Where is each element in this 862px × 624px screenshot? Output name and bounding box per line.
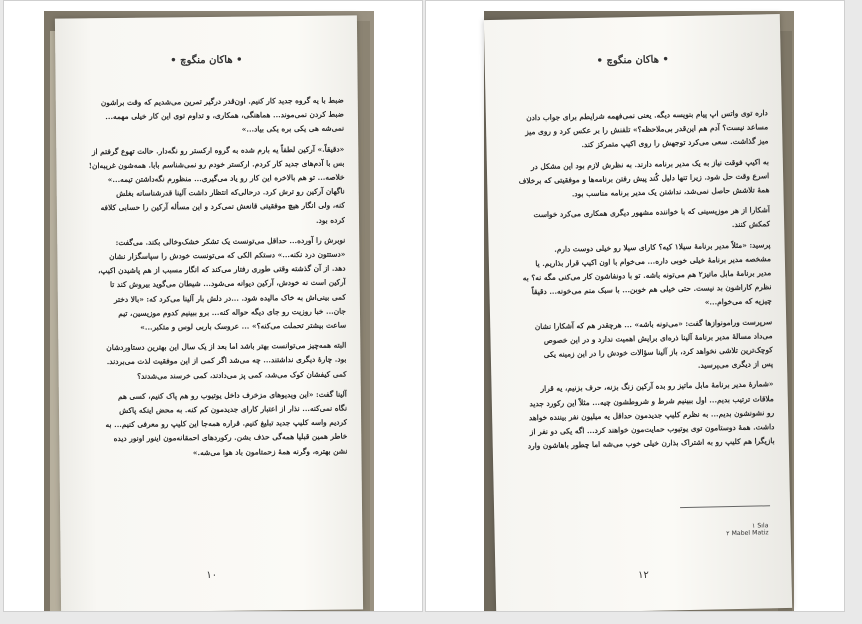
text-line: همهٔ تلاشش حاصل نمی‌شد، نداشتن یک مدیر برنامه مناسب بود. <box>571 185 770 199</box>
text-line: ضبط کردن نمی‌موند... هماهنگی، همکاری، و تداوم توی این کار خیلی مهمه... <box>105 109 344 122</box>
paragraph <box>77 387 348 461</box>
text-line: ناگهان آرکین رو ترش کرد. درحالی‌که انتظار داشت آلینا قدرشناسانه بغلش <box>116 186 345 199</box>
text-line: بود. چارهٔ دیگری نداشتند... چه می‌شد اگر کمی از این موفقیت لذت می‌بردند. <box>106 355 347 367</box>
text-line: کمی کیفشان کوک می‌شد، کمی پز می‌دادند، کمی خرسند می‌شدند؟ <box>137 369 347 381</box>
text-line: کمی بینی‌اش به خاک مالیده شود. ...در دلش بار آلینا می‌کرد که: «بالا دختر <box>113 292 346 304</box>
text-line: می‌داد مسالهٔ مدیر برنامهٔ آلینا ذره‌ای برایش اهمیت ندارد و در این خصوص <box>543 331 773 345</box>
text-line: مشخصه مدیر برنامهٔ خیلی خوبی داره... می‌خوام با اون اکیپ قرار بذاریم. یا <box>535 254 771 268</box>
text-line: ملاقات ترتیب بدیم... اول ببینیم شرط و شروطشون چیه... مثلاً این رکورد جدید <box>529 393 774 408</box>
text-line: چیزیه که می‌خوام...» <box>704 296 772 308</box>
text-line: نوبرش را آورده... حداقل می‌تونست یک تشکر خشک‌وخالی بکند. می‌گفت: <box>115 235 346 247</box>
text-line: جان... خبا روزیت رو جای دیگه حواله کنه... برو ببینیم کدوم موزیسین، تیم <box>118 306 347 318</box>
text-line: «دقیقاً.» آرکین لطفاً یه بارم شده به گروه ارکستر رو نگه‌دار. حالت تهوع گرفتم از <box>91 144 345 156</box>
text-line: کنه، ولی انگار هیچ موفقیتی قانعش نمی‌کرد و این مسأله آرکین را حسابی کلافه <box>100 200 345 213</box>
text-line: «شمارهٔ مدیر برنامهٔ مابل ماتیز رو بده آرکین زنگ بزنه، حرف بزنیم، یه قرار <box>540 379 774 394</box>
paragraph <box>74 142 345 230</box>
left-photo-frame <box>3 0 423 612</box>
paragraph <box>509 378 774 455</box>
text-line: داره توی واتس اپ پیام بنویسه دیگه. یعنی نمی‌فهمه شرایطم برای جواب دادن <box>526 108 768 123</box>
footnotes <box>726 522 769 537</box>
text-line: نگاه نمی‌کنه... نذار از اعتبار کارای جدیدمون کم کنه. به محض اینکه پاکش <box>119 403 348 416</box>
text-line: کردیم واسه کلیپ جدید تبلیغ کنیم. قراره همه‌جا این کلیپ رو معرفی کنیم... به <box>105 417 348 430</box>
text-line: کمکش کنند. <box>731 219 771 230</box>
text-line: آشکارا از هر موزیسینی که با خواننده مشهور دیگری همکاری می‌کرد خواست <box>533 205 770 220</box>
paragraph <box>508 315 773 377</box>
page-number: ۱۲ <box>637 569 649 582</box>
paragraph <box>76 339 346 384</box>
text-line: ساعت بیشتر تحملت می‌کنه؟» ... عروسک باربی لوس و متکبر...» <box>140 320 347 332</box>
paragraph <box>504 106 769 154</box>
footnote: ۲ Mabel Matiz <box>726 529 769 538</box>
text-line: مدیر برنامهٔ مابل ماتیز۲ هم می‌تونه باشه. تو با دونفاشون کار می‌کنی مگه نه؟ به <box>522 268 772 283</box>
text-line: رو نشونشون بدیم... به نظرم کلیپ جدیدمون حداقل یه میلیون نفر بیننده خواهد <box>528 408 775 423</box>
page-number: ۱۰ <box>206 569 218 582</box>
text-line: نظرم کاراشون بد نیست. حتی خیلی هم خوبن... با سبک منم می‌خونه... دقیقاً <box>531 282 772 297</box>
text-line: دهد. از آن گذشته وقتی طوری رفتار می‌کند که انگار مسبب از هم پاشیدن اکیپ، <box>98 263 346 276</box>
text-line: البته همه‌چیز می‌توانست بهتر باشد اما بعد از یک سال این بهترین دستاوردشان <box>106 340 347 353</box>
page-header: • هاکان منگوچ • <box>170 54 243 67</box>
text-line: خلاصه... تو هم بالاخره این کار رو یاد می‌گیری... منظورم نگه‌داشتن تیمه...» <box>107 172 345 185</box>
right-photo-frame <box>425 0 845 612</box>
text-line: نشن بهتره، وگرنه همهٔ زحمتامون باد هوا می‌شه.» <box>192 446 348 457</box>
text-line: بس با آدم‌های جدید کار کردم. ارکستر خودم رو نمی‌شناسم بابا. همه‌شون غریبه‌ان! <box>88 158 345 171</box>
paragraph <box>506 203 771 237</box>
paragraph <box>74 94 344 139</box>
text-line: سرپرست ورامونوازها گفت: «می‌تونه باشه» ... هرچقدر هم که آشکارا نشان <box>534 316 773 331</box>
text-line: نمی‌شه هی یکی بره یکی بیاد...» <box>241 123 345 135</box>
paragraph <box>506 238 771 315</box>
text-line: پس از دیگری می‌پرسید. <box>697 359 774 371</box>
text-line: پرسید: «مثلاً مدیر برنامهٔ سیلا۱ کیه؟ کارای سیلا رو خیلی دوست دارم. <box>554 239 771 254</box>
book-page-left <box>55 15 363 612</box>
text-line: خاطر همین قبلیا همه‌گی حذف بشن. رکوردهای احمقانه‌مون اینور اونور دیده <box>113 432 348 444</box>
footnote-divider <box>680 505 770 508</box>
text-line: آرکین است نه خودش، آرکین دیوانه می‌شود... شیطان می‌گوید بیروش کند تا <box>109 278 346 290</box>
text-line: «دستتون درد نکنه...» دستکم الکی که می‌تونست خودش را سپاسگزار نشان <box>109 249 346 262</box>
page-body-text <box>74 94 348 468</box>
text-line: اسرع وقت حل شود. زیرا تنها دلیل کُند پیش رفتن برنامه‌ها و موفقیتی که برخلاف <box>518 171 770 186</box>
text-line: مساعد نیست؟ آدم هم این‌قدر بی‌ملاحظه؟» تلفنش را بر عکس کرد و روی میز <box>525 122 769 137</box>
paragraph <box>75 233 346 335</box>
text-line: میز گذاشت. سعی می‌کرد توجهش را روی اکیپ متمرکز کند. <box>581 136 769 150</box>
footnote: ۱ Sıla <box>751 522 769 530</box>
text-line: ضبط با یه گروه جدید کار کنیم. اون‌قدر درگیر تمرین می‌شدیم که وقت براشون <box>100 95 344 108</box>
text-line: آلینا گفت: «این ویدیوهای مزخرف داخل یوتیوب رو هم پاک کنیم، کسی هم <box>117 389 347 401</box>
text-line: به اکیپ فوقت نیاز به یک مدیر برنامه دارند. به نظرش لازم بود این مشکل در <box>530 156 769 171</box>
page-header: • هاکان منگوچ • <box>596 54 669 67</box>
page-body-text <box>504 106 775 460</box>
book-page-right <box>484 14 792 612</box>
text-line: داشت. همهٔ دوستامون توی یوتیوب حمایت‌مون خواهند کرد... اگه یکی دو نفر از <box>529 422 775 437</box>
text-line: کرده بود. <box>315 215 346 225</box>
text-line: بازیگرا هم کلیپ رو به اشتراک بذارن خیلی خوب می‌شه اما چطور باهاشون وارد <box>527 436 775 451</box>
paragraph <box>505 155 770 203</box>
text-line: کوچک‌ترین تلاشی نخواهد کرد، باز آلینا سؤالات خودش را در این زمینه یکی <box>543 345 773 360</box>
